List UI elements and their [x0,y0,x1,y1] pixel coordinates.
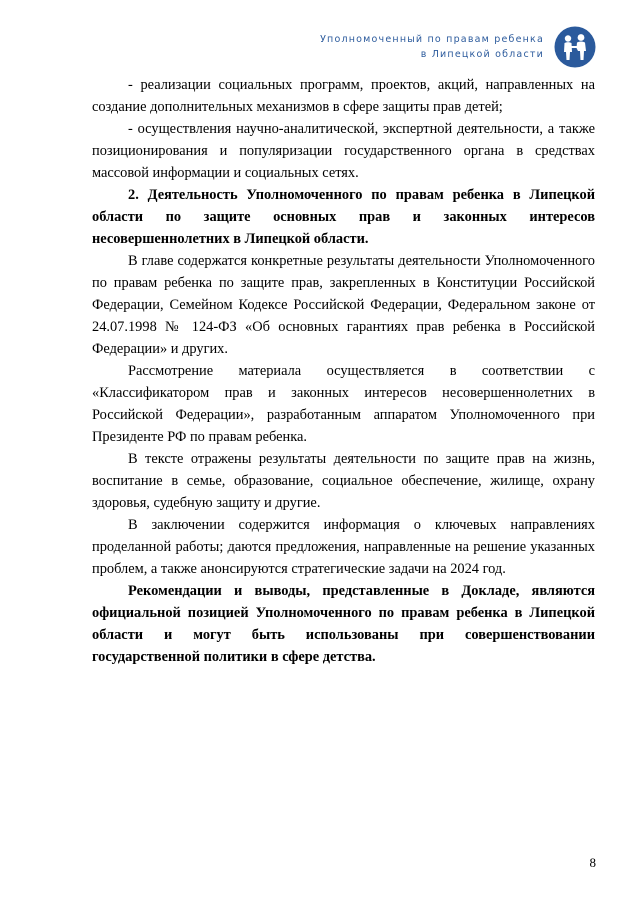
header-title [320,32,544,62]
children-silhouettes-logo-icon [554,26,596,68]
paragraph-1: - реализации социальных программ, проектов, акций, направленных на создание дополнительных механизмов в сфере защиты прав детей; [92,77,595,115]
document-header [320,26,596,68]
paragraph-3: В главе содержатся конкретные результаты деятельности Уполномоченного по правам ребенка по защите прав, закрепленных в Конституции Российской Федерации, Семейном Кодексе Российской Федерации, Федеральном законе от 24.07.1998 № 124-ФЗ «Об основных гарантиях прав ребенка в Российской Федерации» и других. [92,253,595,357]
header-title-line-1: Уполномоченный по правам ребенка [320,34,544,45]
paragraph-6: В заключении содержится информация о ключевых направлениях проделанной работы; даются предложения, направленные на решение указанных проблем, а также анонсируются стратегические задачи на 2024 год. [92,517,595,577]
page-number: 8 [589,855,596,870]
paragraph-5: В тексте отражены результаты деятельности по защите прав на жизнь, воспитание в семье, образование, социальное обеспечение, жилище, охрану здоровья, судебную защиту и другие. [92,451,595,511]
paragraph-4: Рассмотрение материала осуществляется в соответствии с «Классификатором прав и законных интересов несовершеннолетних в Российской Федерации», разработанным аппаратом Уполномоченного при Президенте РФ по правам ребенка. [92,363,595,445]
section-heading: 2. Деятельность Уполномоченного по правам ребенка в Липецкой области по защите основных прав и законных интересов несовершеннолетних в Липецкой области. [92,187,595,247]
header-title-line-2: в Липецкой области [420,49,544,60]
paragraph-2: - осуществления научно-аналитической, экспертной деятельности, а также позиционирования и популяризации государственного органа в средствах массовой информации и социальных сетях. [92,121,595,181]
document-body [92,74,595,668]
conclusion-paragraph: Рекомендации и выводы, представленные в Докладе, являются официальной позицией Уполномоченного по правам ребенка в Липецкой области и могут быть использованы при совершенствовании государственной политики в сфере детства. [92,583,595,665]
